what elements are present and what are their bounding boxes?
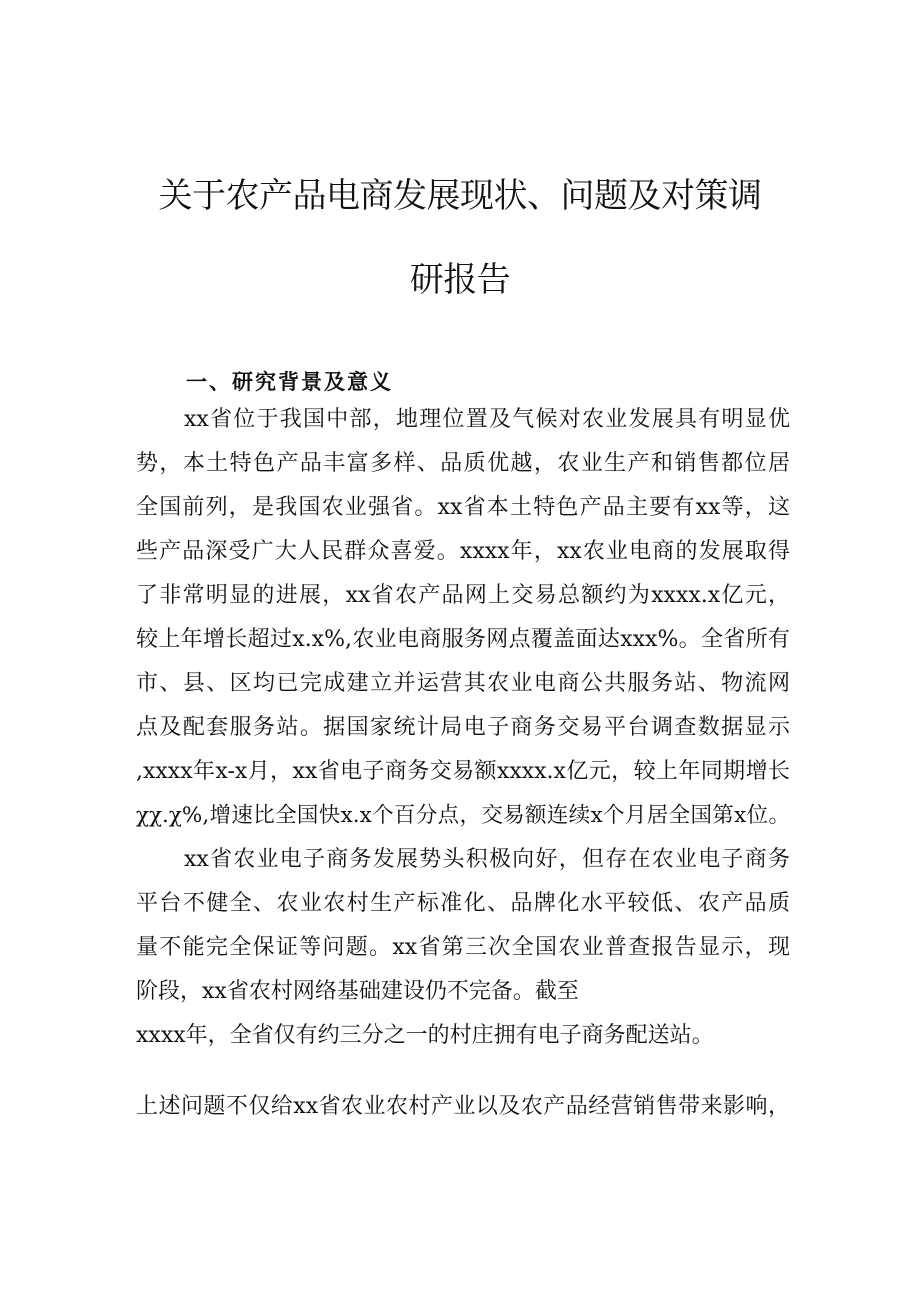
paragraph-line: 全国前列，是我国农业强省。xx省本土特色产品主要有xx等，这 — [136, 495, 790, 520]
paragraph-line: ,xxxx年x-x月，xx省电子商务交易额xxxx.x亿元，较上年同期增长 — [136, 759, 790, 784]
paragraph-line: 阶段，xx省农村网络基础建设仍不完备。截至 — [136, 979, 579, 1004]
paragraph-line: 些产品深受广大人民群众喜爱。xxxx年，xx农业电商的发展取得 — [136, 539, 790, 564]
paragraph-line: χχ.χ%,增速比全国快x.x个百分点，交易额连续x个月居全国第x位。 — [136, 803, 790, 828]
paragraph-line: 平台不健全、农业农村生产标准化、品牌化水平较低、农产品质 — [136, 891, 790, 916]
paragraph-line: 较上年增长超过x.x%,农业电商服务网点覆盖面达xxx%。全省所有 — [136, 627, 790, 652]
paragraph-line: xx省位于我国中部，地理位置及气候对农业发展具有明显优 — [184, 407, 790, 432]
paragraph-line: 上述问题不仅给xx省农业农村产业以及农产品经营销售带来影响， — [136, 1094, 790, 1119]
paragraph-line: xxxx年，全省仅有约三分之一的村庄拥有电子商务配送站。 — [136, 1023, 714, 1048]
paragraph-line: 了非常明显的进展，xx省农产品网上交易总额约为xxxx.x亿元， — [136, 583, 790, 608]
document-title-line-1: 关于农产品电商发展现状、问题及对策调 — [158, 176, 762, 216]
paragraph-line: xx省农业电子商务发展势头积极向好，但存在农业电子商务 — [184, 847, 790, 872]
paragraph-line: 市、县、区均已完成建立并运营其农业电商公共服务站、物流网 — [136, 671, 790, 696]
paragraph-line: 点及配套服务站。据国家统计局电子商务交易平台调查数据显示 — [136, 715, 790, 740]
section-heading: 一、研究背景及意义 — [186, 370, 393, 394]
document-title-line-2: 研报告 — [409, 260, 511, 300]
paragraph-line: 量不能完全保证等问题。xx省第三次全国农业普查报告显示，现 — [136, 935, 790, 960]
paragraph-line: 势，本土特色产品丰富多样、品质优越，农业生产和销售都位居 — [136, 451, 790, 476]
